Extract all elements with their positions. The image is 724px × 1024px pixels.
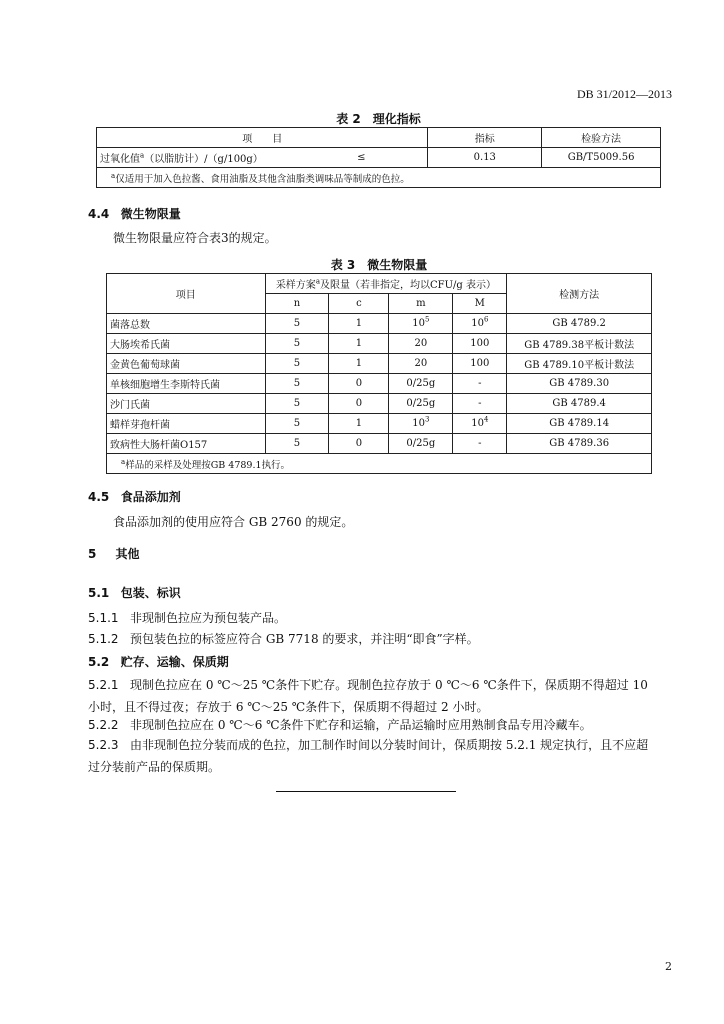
n-cell: 5 bbox=[265, 314, 329, 334]
n-cell: 5 bbox=[265, 354, 329, 374]
m-cell: 0/25g bbox=[389, 394, 453, 414]
table-row bbox=[107, 414, 652, 434]
c-cell: 1 bbox=[329, 414, 389, 434]
col-header-m: m bbox=[389, 294, 453, 314]
table-note-row bbox=[107, 454, 652, 474]
M-cell: $10^4$ bbox=[453, 414, 507, 434]
section-5-heading: 5 其他 bbox=[88, 547, 140, 561]
method-cell: GB 4789.38平板计数法 bbox=[507, 334, 652, 354]
section-5-2-heading: 5.2 贮存、运输、保质期 bbox=[88, 655, 229, 669]
table-note: $^a$样品的采样及处理按GB 4789.1执行。 bbox=[107, 454, 652, 474]
M-cell: - bbox=[453, 434, 507, 454]
m-cell: $10^5$ bbox=[389, 314, 453, 334]
c-cell: 0 bbox=[329, 434, 389, 454]
table-row bbox=[97, 148, 661, 168]
col-header-sampling: 采样方案$^a$及限量（若非指定，均以CFU/g 表示） bbox=[265, 274, 507, 294]
method-cell: GB 4789.36 bbox=[507, 434, 652, 454]
col-header-item: 项目 bbox=[107, 274, 266, 314]
table-header-row bbox=[107, 274, 652, 294]
c-cell: 1 bbox=[329, 354, 389, 374]
method-cell: GB 4789.10平板计数法 bbox=[507, 354, 652, 374]
m-cell: 0/25g bbox=[389, 374, 453, 394]
page-number: 2 bbox=[665, 960, 672, 973]
col-header-c: c bbox=[329, 294, 389, 314]
standard-number: DB 31/2012—2013 bbox=[576, 87, 672, 101]
col-header-n: n bbox=[265, 294, 329, 314]
table-note-row bbox=[97, 168, 661, 188]
n-cell: 5 bbox=[265, 434, 329, 454]
M-cell: - bbox=[453, 374, 507, 394]
c-cell: 0 bbox=[329, 394, 389, 414]
section-5-1-heading: 5.1 包装、标识 bbox=[88, 586, 181, 600]
organism-cell: 蜡样芽孢杆菌 bbox=[107, 414, 266, 434]
organism-cell: 单核细胞增生李斯特氏菌 bbox=[107, 374, 266, 394]
table-row bbox=[107, 354, 652, 374]
M-cell: $10^6$ bbox=[453, 314, 507, 334]
organism-cell: 致病性大肠杆菌O157 bbox=[107, 434, 266, 454]
item-cell: 过氧化值$^a$（以脂肪计）/（g/100g） bbox=[97, 148, 355, 168]
section-4-4-heading: 4.4 微生物限量 bbox=[88, 207, 181, 221]
end-rule bbox=[276, 791, 456, 792]
organism-cell: 沙门氏菌 bbox=[107, 394, 266, 414]
section-4-4-text: 微生物限量应符合表3的规定。 bbox=[113, 231, 277, 245]
n-cell: 5 bbox=[265, 394, 329, 414]
section-5-2-2: 5.2.2 非现制色拉应在 0 ℃～6 ℃条件下贮存和运输，产品运输时应用熟制食品专用冷藏车。 bbox=[88, 718, 592, 732]
col-header-limit: 指标 bbox=[428, 128, 542, 148]
organism-cell: 菌落总数 bbox=[107, 314, 266, 334]
m-cell: 0/25g bbox=[389, 434, 453, 454]
table-row bbox=[107, 434, 652, 454]
table-row bbox=[107, 334, 652, 354]
c-cell: 1 bbox=[329, 314, 389, 334]
method-cell: GB/T5009.56 bbox=[542, 148, 661, 168]
table-row bbox=[107, 374, 652, 394]
method-cell: GB 4789.2 bbox=[507, 314, 652, 334]
table-2-caption: 表 2 理化指标 bbox=[336, 112, 421, 126]
section-5-2-1: 5.2.1 现制色拉应在 0 ℃～25 ℃条件下贮存。现制色拉存放于 0 ℃～6 ℃条件下，保质期不得超过 10 小时，且不得过夜；存放于 6 ℃～25 ℃条件下，保质期不得超过 2 小时。 bbox=[88, 678, 648, 714]
table-2 bbox=[96, 127, 661, 188]
method-cell: GB 4789.14 bbox=[507, 414, 652, 434]
m-cell: 20 bbox=[389, 334, 453, 354]
table-header-row bbox=[97, 128, 661, 148]
method-cell: GB 4789.4 bbox=[507, 394, 652, 414]
organism-cell: 大肠埃希氏菌 bbox=[107, 334, 266, 354]
section-5-1-1: 5.1.1 非现制色拉应为预包装产品。 bbox=[88, 611, 287, 625]
M-cell: 100 bbox=[453, 334, 507, 354]
table-3 bbox=[106, 273, 652, 474]
section-5-1-2: 5.1.2 预包装色拉的标签应符合 GB 7718 的要求，并注明“即食”字样。 bbox=[88, 632, 479, 646]
limit-cell: 0.13 bbox=[428, 148, 542, 168]
section-4-5-text: 食品添加剂的使用应符合 GB 2760 的规定。 bbox=[113, 515, 354, 529]
table-row bbox=[107, 394, 652, 414]
method-cell: GB 4789.30 bbox=[507, 374, 652, 394]
M-cell: - bbox=[453, 394, 507, 414]
n-cell: 5 bbox=[265, 414, 329, 434]
m-cell: $10^3$ bbox=[389, 414, 453, 434]
operator-cell: ≤ bbox=[354, 148, 428, 168]
organism-cell: 金黄色葡萄球菌 bbox=[107, 354, 266, 374]
m-cell: 20 bbox=[389, 354, 453, 374]
table-3-caption: 表 3 微生物限量 bbox=[330, 258, 428, 272]
section-4-5-heading: 4.5 食品添加剂 bbox=[88, 490, 181, 504]
col-header-M: M bbox=[453, 294, 507, 314]
section-5-2-3: 5.2.3 由非现制色拉分装而成的色拉，加工制作时间以分装时间计，保质期按 5.2.1 规定执行，且不应超 过分装前产品的保质期。 bbox=[88, 738, 649, 774]
col-header-method: 检测方法 bbox=[507, 274, 652, 314]
n-cell: 5 bbox=[265, 334, 329, 354]
table-row bbox=[107, 314, 652, 334]
col-header-item: 项 目 bbox=[97, 128, 428, 148]
table-note: $^a$仅适用于加入色拉酱、食用油脂及其他含油脂类调味品等制成的色拉。 bbox=[97, 168, 661, 188]
c-cell: 0 bbox=[329, 374, 389, 394]
c-cell: 1 bbox=[329, 334, 389, 354]
col-header-method: 检验方法 bbox=[542, 128, 661, 148]
M-cell: 100 bbox=[453, 354, 507, 374]
n-cell: 5 bbox=[265, 374, 329, 394]
